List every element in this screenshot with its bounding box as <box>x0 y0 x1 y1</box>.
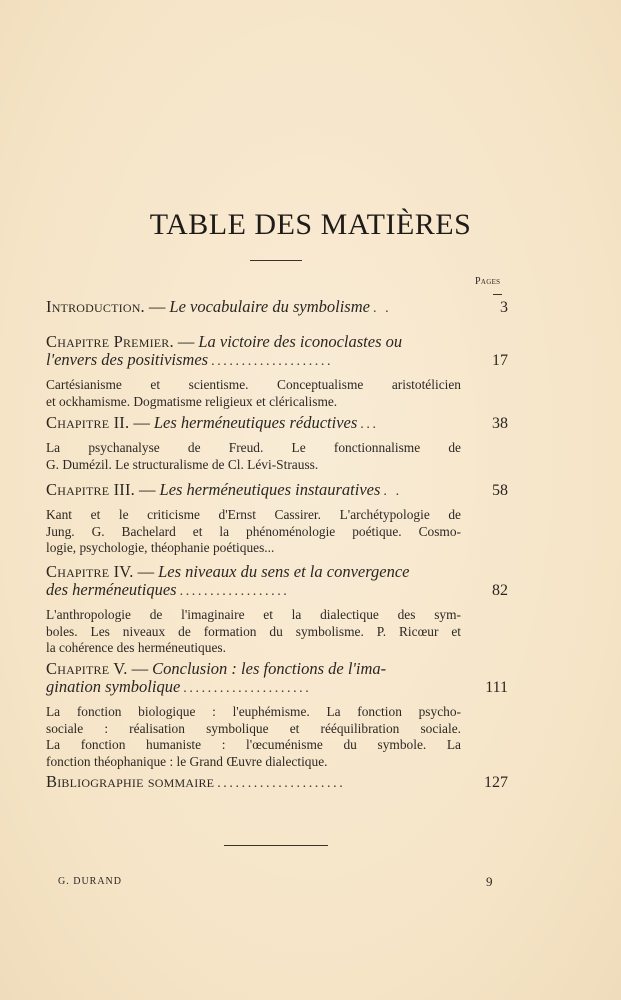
toc-entry-summary-line: La fonction humaniste : l'œcuménisme du symbole. La <box>46 737 461 752</box>
toc-entry-line <box>46 773 508 793</box>
toc-entry-heading: Introduction. <box>46 297 145 316</box>
toc-entry-leader-dots: . . <box>372 301 392 316</box>
toc-entry-page-number: 38 <box>492 415 508 432</box>
toc-entry-title: Les herméneutiques instauratives <box>159 480 381 499</box>
toc-entry-heading: Bibliographie sommaire <box>46 772 215 791</box>
toc-entry-summary <box>46 704 461 770</box>
toc-entry-dash: — <box>131 659 149 678</box>
toc-entry-line <box>46 333 508 351</box>
toc-entry-summary <box>46 440 461 473</box>
toc-entry-summary <box>46 507 461 557</box>
toc-entry-line <box>46 678 508 698</box>
toc-entry-line <box>46 581 508 601</box>
toc-entry-summary-line: logie, psychologie, théophanie poétiques... <box>46 540 275 555</box>
toc-entry <box>46 333 508 410</box>
toc-entry-heading: Chapitre III. <box>46 480 136 499</box>
footer-divider <box>224 845 328 846</box>
toc-entry <box>46 773 508 793</box>
toc-entry-heading: Chapitre II. <box>46 413 130 432</box>
toc-entry-page-number: 82 <box>492 582 508 599</box>
toc-entry-line <box>46 298 508 318</box>
toc-entry-line <box>46 414 508 434</box>
toc-entry-leader-dots: .................. <box>179 584 290 599</box>
toc-entry-title: gination symbolique <box>46 677 181 696</box>
page-title: TABLE DES MATIÈRES <box>149 208 472 241</box>
toc-entry-leader-dots: ..................... <box>183 681 312 696</box>
pages-column-label: Pages <box>475 276 501 287</box>
toc-entry-line <box>46 660 508 678</box>
title-divider <box>250 260 302 261</box>
toc-entry-dash: — <box>177 332 195 351</box>
toc-entry-page-number: 127 <box>484 774 508 791</box>
toc-entry-summary <box>46 377 461 410</box>
toc-entry-summary-line: Kant et le criticisme d'Ernst Cassirer. L'archétypologie de <box>46 507 461 522</box>
toc-entry <box>46 414 508 473</box>
toc-entry-summary-line: la cohérence des herméneutiques. <box>46 640 226 655</box>
toc-entry-summary-line: Jung. G. Bachelard et la phénoménologie poétique. Cosmo- <box>46 523 461 539</box>
pages-label-underline <box>493 294 502 295</box>
toc-entry-summary-line: fonction théophanique : le Grand Œuvre dialectique. <box>46 753 328 769</box>
footer-page-number: 9 <box>486 874 493 889</box>
toc-entry-page-number: 3 <box>500 299 508 316</box>
toc-entry-title: Le vocabulaire du symbolisme <box>169 297 370 316</box>
toc-entry-leader-dots: ... <box>360 417 379 432</box>
toc-entry-summary <box>46 607 461 657</box>
toc-entry-summary-line: G. Dumézil. Le structuralisme de Cl. Lévi-Strauss. <box>46 456 319 472</box>
toc-entry-page-number: 58 <box>492 482 508 499</box>
toc-entry-dash: — <box>137 562 155 581</box>
toc-entry-summary-line: La psychanalyse de Freud. Le fonctionnalisme de <box>46 440 461 455</box>
footer-author: G. DURAND <box>58 876 122 887</box>
toc-entry-summary-line: boles. Les niveaux de formation du symbolisme. P. Ricœur et <box>46 623 461 639</box>
toc-entry-title: Les niveaux du sens et la convergence <box>158 562 410 581</box>
toc-entry-page-number: 17 <box>492 352 508 369</box>
toc-entry-line <box>46 563 508 581</box>
toc-entry-title: Conclusion : les fonctions de l'ima- <box>152 659 387 678</box>
toc-entry-title: des herméneutiques <box>46 580 177 599</box>
toc-entry-heading: Chapitre V. <box>46 659 128 678</box>
toc-entry-summary-line: La fonction biologique : l'euphémisme. La fonction psycho- <box>46 704 461 719</box>
toc-entry-heading: Chapitre Premier. <box>46 332 174 351</box>
toc-entry-summary-line: Cartésianisme et scientisme. Conceptualisme aristotélicien <box>46 377 461 392</box>
toc-entry-line <box>46 351 508 371</box>
toc-entry-dash: — <box>139 480 156 499</box>
toc-entry-page-number: 111 <box>485 679 508 696</box>
toc-entry-leader-dots: . . <box>383 484 402 499</box>
toc-entry-summary-line: sociale : réalisation symbolique et rééquilibration sociale. <box>46 720 461 736</box>
toc-entry <box>46 660 508 770</box>
toc-entry-dash: — <box>148 297 166 316</box>
toc-entry-summary-line: L'anthropologie de l'imaginaire et la dialectique des sym- <box>46 607 461 622</box>
toc-entry <box>46 298 508 318</box>
toc-entry-dash: — <box>133 413 150 432</box>
toc-entry-title: Les herméneutiques réductives <box>153 413 358 432</box>
toc-entry-summary-line: et ockhamisme. Dogmatisme religieux et cléricalisme. <box>46 393 338 409</box>
toc-entry <box>46 563 508 657</box>
toc-entry-title: l'envers des positivismes <box>46 350 209 369</box>
toc-entry-heading: Chapitre IV. <box>46 562 134 581</box>
toc-entry-leader-dots: ..................... <box>217 776 346 791</box>
toc-entry <box>46 481 508 557</box>
toc-entry-line <box>46 481 508 501</box>
toc-entry-title: La victoire des iconoclastes ou <box>198 332 403 351</box>
toc-entry-leader-dots: .................... <box>211 354 334 369</box>
